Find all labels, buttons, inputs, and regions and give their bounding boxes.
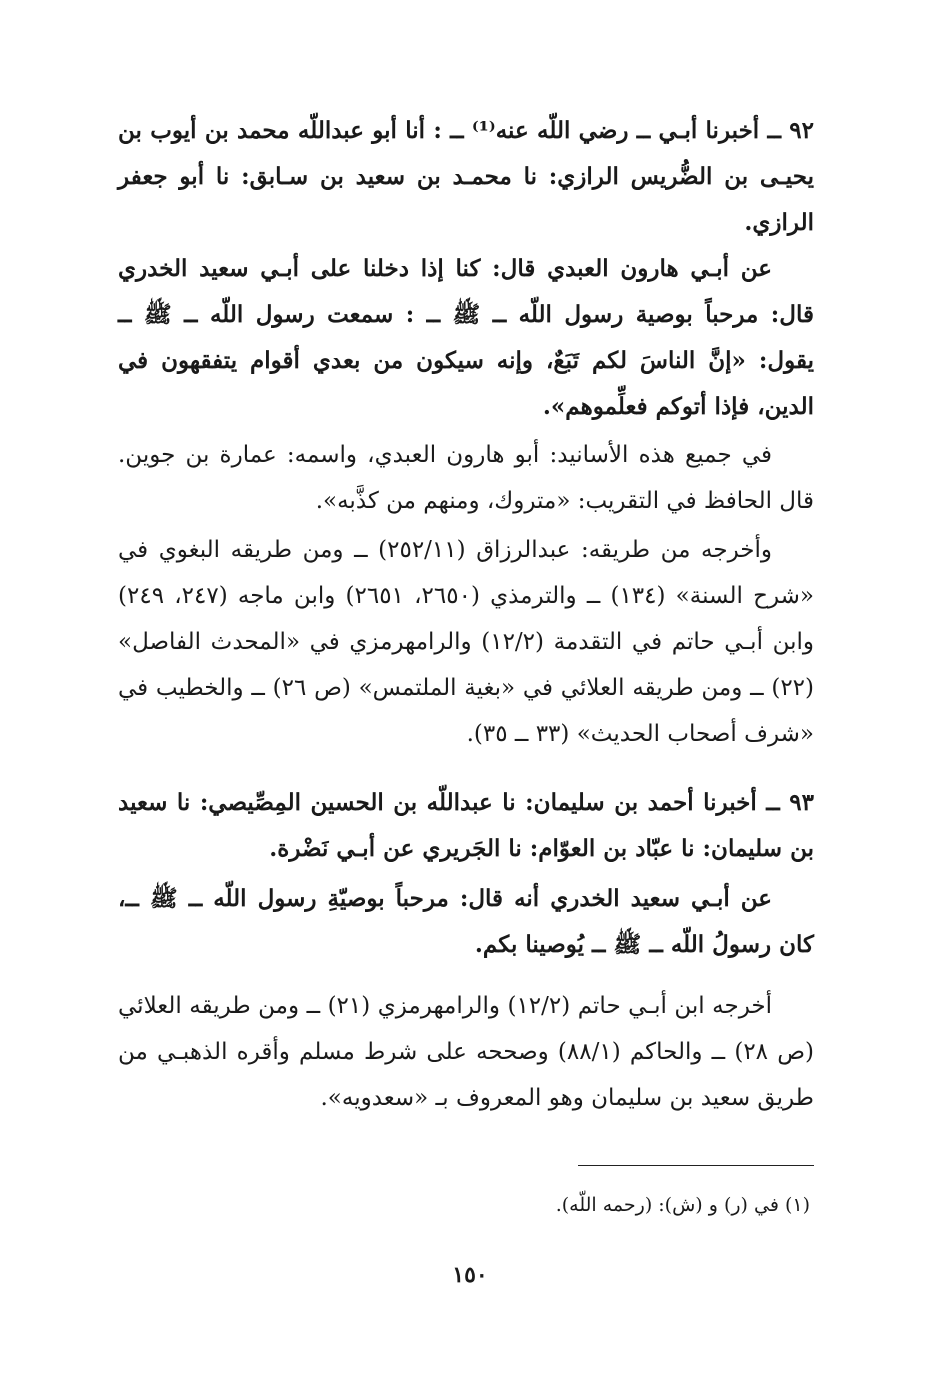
hadith-92-matn: عن أبـي هارون العبدي قال: كنا إذا دخلنا على أبـي سعيد الخدري قال: مرحباً بوصية رسول اللّه ــ ﷺ ــ : سمعت رسول اللّه ــ ﷺ ــ يقول: «إنَّ الناسَ لكم تَبَعٌ، وإنه سيكون من بعدي أقوام يتفقهون في الدين، فإذا أتوكم فعلِّموهم». <box>118 255 814 420</box>
hadith-92-chain: ٩٢ ــ أخبرنا أبـي ــ رضي اللّه عنه⁽¹⁾ ــ : أنا أبو عبداللّه محمد بن أيوب بن يحيـى بن الضُّريس الرازي: نا محمـد بن سعيد بن سـابق: نا أبو جعفر الرازي. <box>118 117 814 236</box>
footnote-1: (١) في (ر) و (ش): (رحمه اللّه). <box>555 1194 810 1216</box>
footnote-separator <box>578 1165 814 1166</box>
hadith-92-comment: في جميع هذه الأسانيد: أبو هارون العبدي، واسمه: عمارة بن جوين. قال الحافظ في التقريب: «متروك، ومنهم من كذَّبه». <box>118 442 814 514</box>
hadith-93-takhrij: أخرجه ابن أبـي حاتم (١٢/٢) والرامهرمزي (٢١) ــ ومن طريقه العلائي (ص ٢٨) ــ والحاكم (٨٨/١) وصححه على شرط مسلم وأقره الذهبـي من طريق سعيد بن سليمان وهو المعروف بـ «سعدويه». <box>118 993 814 1111</box>
hadith-92-takhrij: وأخرجه من طريقه: عبدالرزاق (٢٥٢/١١) ــ ومن طريقه البغوي في «شرح السنة» (١٣٤) ــ والترمذي (٢٦٥٠، ٢٦٥١) وابن ماجه (٢٤٧، ٢٤٩) وابن أبـي حاتم في التقدمة (١٢/٢) والرامهرمزي في «المحدث الفاصل» (٢٢) ــ ومن طريقه العلائي في «بغية الملتمس» (ص ٢٦) ــ والخطيب في «شرف أصحاب الحديث» (٣٣ ــ ٣٥). <box>118 537 815 747</box>
hadith-93-matn: عن أبـي سعيد الخدري أنه قال: مرحباً بوصيّةِ رسول اللّه ــ ﷺ ــ، كان رسولُ اللّه ــ ﷺ ــ يُوصينا بكم. <box>118 885 814 958</box>
page-number: ١٥٠ <box>452 1262 488 1288</box>
hadith-93-chain: ٩٣ ــ أخبرنا أحمد بن سليمان: نا عبداللّه بن الحسين المِصِّيصي: نا سعيد بن سليمان: نا عبّاد بن العوّام: نا الجَريري عن أبـي نَضْرة. <box>118 789 814 862</box>
